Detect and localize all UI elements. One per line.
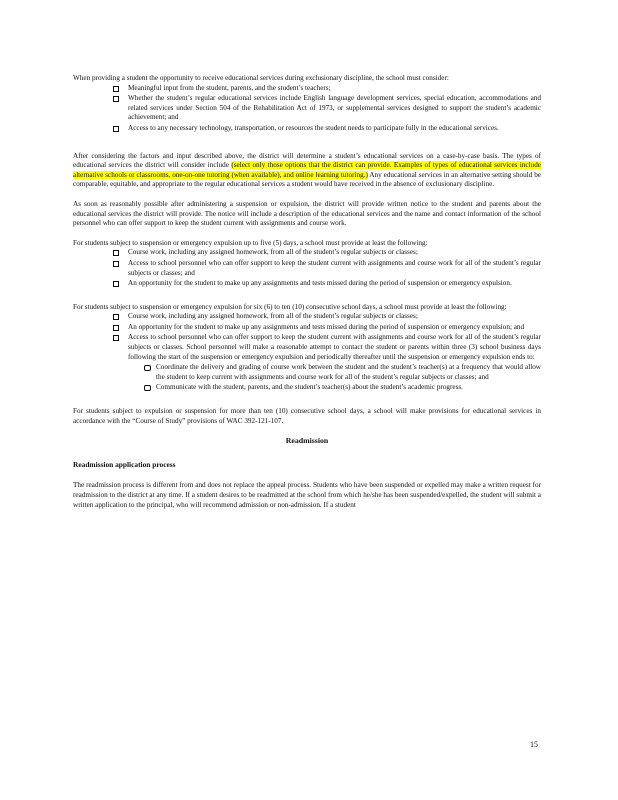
short-term-paragraph: For students subject to suspension or emergency expulsion up to five (5) days, a school must provide at least the following: — [73, 238, 428, 247]
intro-paragraph: When providing a student the opportunity to receive educational services during exclusionary discipline, the school must consider: — [73, 74, 449, 82]
intro-bullet-list — [73, 84, 541, 134]
paragraph-text: After considering the factors and input described above, the district will determine a student’s educational services on a case-by-case basis. The types of educational services the district will consider include — [73, 151, 541, 170]
list-item: An opportunity for the student to make up any assignments and tests missed during the period of suspension or emergency expulsion. — [128, 279, 541, 289]
list-item — [128, 333, 541, 393]
written-notice-paragraph: As soon as reasonably possible after administering a suspension or expulsion, the district will provide written notice to the student and parents about the educational services the district will provide. The notice will include a description of the educational services and the name and contact information of the school personnel who can offer support to keep the student current with assignments and course work. — [73, 199, 541, 228]
page-number: 15 — [530, 740, 538, 749]
list-item: Access to any necessary technology, transportation, or resources the student needs to participate fully in the educational services. — [128, 124, 541, 134]
list-item: Whether the student’s regular educational services include English language development services, special education, accommodations and related services under Section 504 of the Rehabilitation Act of 1973, or supplemental services designed to support the student’s academic achievement; and — [128, 94, 541, 122]
sub-list-item: Communicate with the student, parents, and the student’s teacher(s) about the student’s academic progress. — [156, 383, 541, 393]
list-item: An opportunity for the student to make up any assignments and tests missed during the period of suspension or emergency expulsion; and — [128, 323, 541, 333]
readmission-paragraph: The readmission process is different from and does not replace the appeal process. Students who have been suspended or expelled may make a written request for readmission to the district at any time. If a student desires to be readmitted at the school from which he/she has been suspended/expelled, the student will submit a written application to the principal, who will recommend admission or non-admission. If a student — [73, 481, 541, 509]
paragraph-text: Any educational services in an alternative setting should be comparable, equitable, and appropriate to the regular educational services a student would have received in the absence of exclusionary discipline. — [73, 170, 541, 189]
short-term-bullet-list — [73, 248, 541, 288]
highlighted-instruction: (select only those options that the district can provide. Examples of types of educational services include alternative schools or classrooms, one-on-one tutoring (when available), and online learning tutoring.) — [73, 161, 541, 179]
long-term-paragraph: For students subject to expulsion or suspension for more than ten (10) consecutive school days, a school will make provisions for educational services in accordance with the “Course of Study” provisions of WAC 392-121-107. — [73, 407, 541, 425]
list-item: Course work, including any assigned homework, from all of the student’s regular subjects or classes; — [128, 312, 541, 322]
list-item-text: Access to school personnel who can offer support to keep the student current with assignments and course work for all of the student’s regular subjects or classes. School personnel will make a reasonable attempt to contact the student or parents within three (3) school business days following the start of the suspension or emergency expulsion and periodically thereafter until the suspension or emergency expulsion ends to: — [128, 333, 541, 361]
six-to-ten-paragraph: For students subject to suspension or emergency expulsion for six (6) to ten (10) consecutive school days, a school must provide at least the following: — [73, 302, 507, 311]
list-item: Course work, including any assigned homework, from all of the student’s regular subjects or classes; — [128, 248, 541, 258]
readmission-heading: Readmission — [285, 436, 329, 446]
sub-list-item: Coordinate the delivery and grading of course work between the student and the student’s teacher(s) at a frequency that would allow the student to keep current with assignments and course work for all of the student’s regular subjects or classes; and — [156, 363, 541, 381]
educational-services-paragraph — [73, 152, 541, 190]
six-to-ten-bullet-list — [73, 312, 541, 393]
list-item: Meaningful input from the student, parents, and the student’s teachers; — [128, 84, 541, 94]
list-item: Access to school personnel who can offer support to keep the student current with assignments and course work for all of the student’s regular subjects or classes; and — [128, 258, 541, 277]
readmission-subheading: Readmission application process — [73, 459, 176, 469]
sub-bullet-list — [128, 363, 541, 393]
body-text — [73, 74, 541, 520]
